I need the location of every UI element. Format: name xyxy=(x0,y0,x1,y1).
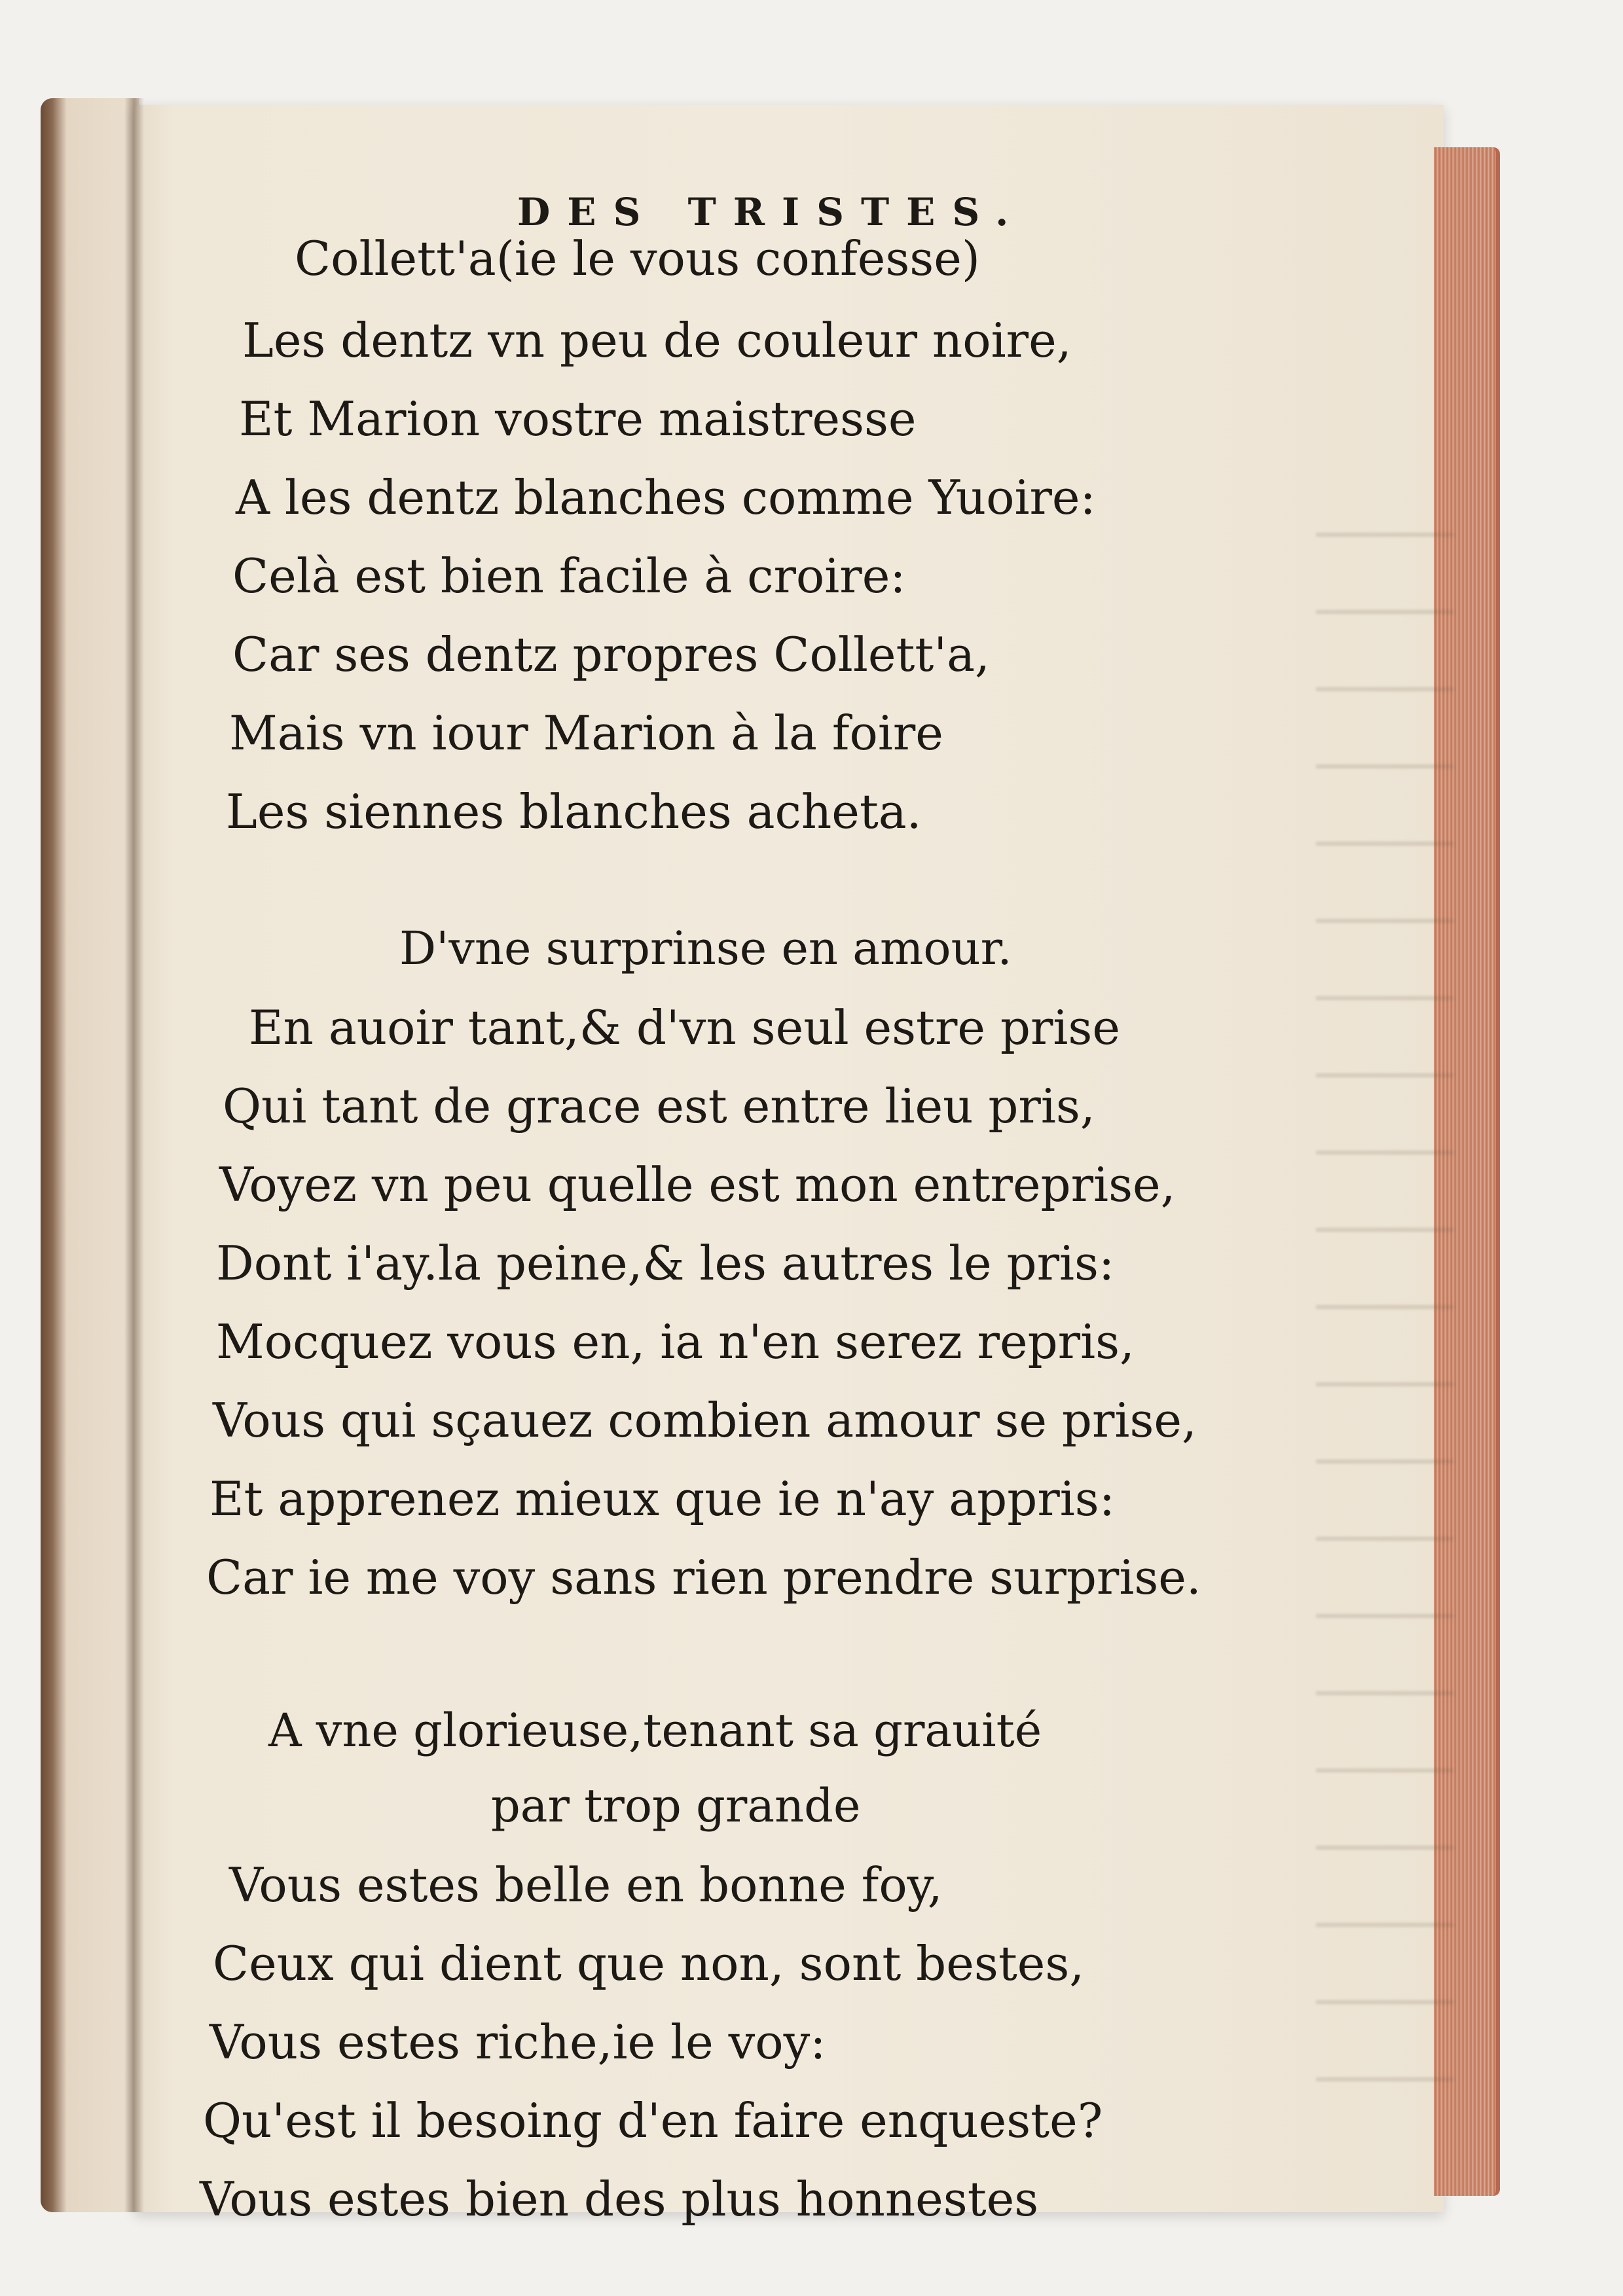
poem-line: Dont i'ay.la peine,& les autres le pris: xyxy=(216,1236,1115,1291)
poem-line: Les dentz vn peu de couleur noire, xyxy=(242,313,1072,368)
poem-line: En auoir tant,& d'vn seul estre prise xyxy=(249,1000,1120,1055)
poem-title: D'vne surprinse en amour. xyxy=(399,922,1012,975)
poem-line: Et apprenez mieux que ie n'ay appris: xyxy=(210,1471,1115,1526)
poem-title: par trop grande xyxy=(491,1779,861,1833)
poem-line: Collett'a(ie le vous confesse) xyxy=(295,231,980,286)
poem-line: Et Marion vostre maistresse xyxy=(239,391,917,446)
spine-shadow xyxy=(124,98,144,2212)
running-head: DES TRISTES. xyxy=(517,190,1026,234)
poem-line: Mais vn iour Marion à la foire xyxy=(229,706,943,761)
poem-line: Voyez vn peu quelle est mon entreprise, xyxy=(219,1157,1176,1212)
poem-line: Vous estes bien des plus honnestes xyxy=(200,2172,1039,2227)
poem-line: Les siennes blanches acheta. xyxy=(226,784,922,839)
poem-line: Qu'est il besoing d'en faire enqueste? xyxy=(203,2093,1103,2148)
poem-title: A vne glorieuse,tenant sa grauité xyxy=(268,1704,1042,1757)
poem-line: Vous qui sçauez combien amour se prise, xyxy=(213,1393,1197,1448)
poem-line: Mocquez vous en, ia n'en serez repris, xyxy=(216,1314,1135,1369)
poem-line: Car ses dentz propres Collett'a, xyxy=(232,627,990,682)
poem-line: Ceux qui dient que non, sont bestes, xyxy=(213,1936,1085,1991)
poem-line: Celà est bien facile à croire: xyxy=(232,548,906,603)
poem-line: Vous estes riche,ie le voy: xyxy=(210,2015,826,2070)
poem-line: Qui tant de grace est entre lieu pris, xyxy=(223,1079,1095,1134)
poem-line: Vous estes belle en bonne foy, xyxy=(229,1857,943,1912)
poem-line: A les dentz blanches comme Yuoire: xyxy=(236,470,1096,525)
poem-line: Car ie me voy sans rien prendre surprise. xyxy=(206,1550,1201,1605)
show-through-text xyxy=(1316,491,1453,2127)
